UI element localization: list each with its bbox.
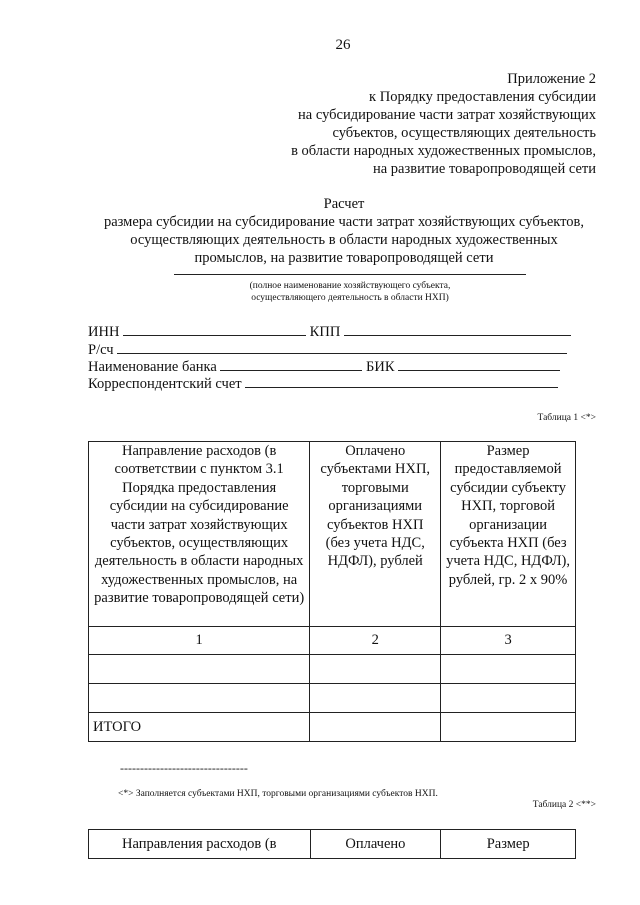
caption-line: (полное наименование хозяйствующего субъекта, xyxy=(249,281,451,291)
appendix-line: к Порядку предоставления субсидии xyxy=(369,89,596,105)
header-cell: Направление расходов (в соответствии с пунктом 3.1 Порядка предоставления субсидии на субсидирование части затрат хозяйствующих субъектов, осуществляющих деятельность в области народных художественных промыслов, на развитие товаропроводящей сети) xyxy=(89,442,310,627)
header-cell: Оплачено субъектами НХП, торговыми организациями субъектов НХП (без учета НДС, НДФЛ), рублей xyxy=(310,442,441,627)
title-line: осуществляющих деятельность в области народных художественных xyxy=(130,232,558,248)
subject-name-caption xyxy=(160,280,540,304)
account-blank xyxy=(117,340,567,354)
kpp-blank xyxy=(344,322,571,336)
column-number-row xyxy=(89,627,576,655)
empty-cell xyxy=(441,713,576,742)
title-line: Расчет xyxy=(323,196,365,212)
table1-caption: Таблица 1 <*> xyxy=(537,413,596,423)
appendix-line: на развитие товаропроводящей сети xyxy=(372,161,596,177)
empty-cell xyxy=(310,713,441,742)
header-cell: Оплачено xyxy=(310,830,441,859)
table-header-row xyxy=(89,830,576,859)
subsidy-table-2 xyxy=(88,829,576,859)
bank-name-blank xyxy=(220,357,362,371)
appendix-line: Приложение 2 xyxy=(507,71,596,87)
inn-kpp-row xyxy=(88,322,571,341)
appendix-header xyxy=(291,70,596,178)
empty-cell xyxy=(310,684,441,713)
empty-cell xyxy=(441,655,576,684)
total-label: ИТОГО xyxy=(89,713,310,742)
table-row xyxy=(89,684,576,713)
account-label: Р/сч xyxy=(88,342,114,358)
header-cell: Размер xyxy=(441,830,576,859)
empty-cell xyxy=(310,655,441,684)
inn-blank xyxy=(123,322,306,336)
column-number-cell: 1 xyxy=(89,627,310,655)
corr-account-blank xyxy=(245,374,558,388)
column-number-cell: 2 xyxy=(310,627,441,655)
page-number: 26 xyxy=(335,37,351,53)
subject-name-blank xyxy=(174,274,526,275)
header-cell: Размер предоставляемой субсидии субъекту НХП, торговой организации субъекта НХП (без учета НДС, НДФЛ), рублей, гр. 2 x 90% xyxy=(441,442,576,627)
title-line: размера субсидии на субсидирование части затрат хозяйствующих субъектов, xyxy=(103,214,585,230)
caption-line: осуществляющего деятельность в области НХП) xyxy=(251,293,449,303)
table2-caption: Таблица 2 <**> xyxy=(532,800,596,810)
kpp-label: КПП xyxy=(309,324,341,340)
column-number-cell: 3 xyxy=(441,627,576,655)
bank-name-label: Наименование банка xyxy=(88,359,217,375)
footnote-separator: -------------------------------- xyxy=(120,761,248,775)
corr-account-label: Корреспондентский счет xyxy=(88,376,242,392)
subsidy-table-1 xyxy=(88,441,576,742)
appendix-line: субъектов, осуществляющих деятельность xyxy=(332,125,596,141)
empty-cell xyxy=(441,684,576,713)
bik-label: БИК xyxy=(366,359,395,375)
appendix-line: в области народных художественных промыслов, xyxy=(291,143,596,159)
empty-cell xyxy=(89,684,310,713)
corr-account-row xyxy=(88,374,558,393)
total-row xyxy=(89,713,576,742)
document-title xyxy=(60,195,628,267)
table-row xyxy=(89,655,576,684)
table-header-row xyxy=(89,442,576,627)
title-line: промыслов, на развитие товаропроводящей сети xyxy=(194,250,494,266)
appendix-line: на субсидирование части затрат хозяйствующих xyxy=(298,107,596,123)
inn-label: ИНН xyxy=(88,324,120,340)
footnote: <*> Заполняется субъектами НХП, торговыми организациями субъектов НХП. xyxy=(118,789,438,799)
empty-cell xyxy=(89,655,310,684)
header-cell: Направления расходов (в xyxy=(89,830,311,859)
bik-blank xyxy=(398,357,560,371)
